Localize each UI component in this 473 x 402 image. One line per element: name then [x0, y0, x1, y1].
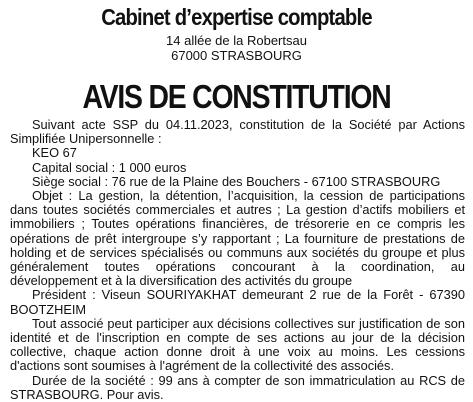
- shareholders-clause: Tout associé peut participer aux décisions collectives sur justification de son identité et de l'inscription en compte de ses actions au jour de la décision collective, chaque action donne droit à une voix au moins. Les cessions d'actions sont soumises à l'agrément de la collectivité des associés.: [10, 315, 465, 374]
- notice-body: [0, 118, 473, 402]
- company-duration: Durée de la société : 99 ans à compter de son immatriculation au RCS de STRASBOURG. Pour avis.: [10, 372, 465, 402]
- registered-office: Siège social : 76 rue de la Plaine des Bouchers - 67100 STRASBOURG: [32, 173, 441, 189]
- company-name: KEO 67: [32, 145, 77, 161]
- president: Président : Viseun SOURIYAKHAT demeurant 2 rue de la Forêt - 67390 BOOTZHEIM: [10, 287, 465, 317]
- firm-address-line-1: 14 allée de la Robertsau: [166, 33, 307, 48]
- firm-name: Cabinet d’expertise comptable: [101, 4, 372, 30]
- corporate-purpose: Objet : La gestion, la détention, l’acquisition, la cession de participations dans toutes sociétés commerciales et autres ; La gestion d’actifs mobiliers et immobiliers ; Toutes opérations financières, de trésorerie en ce compris les opérations de prêt intergroupe s’y rapportant ; La fourniture de prestations de holding et de services spécialisés ou communs aux sociétés du groupe et plus généralement toutes opérations concourant à la coordination, au développement et à la diversification des activités du groupe: [10, 188, 465, 289]
- firm-address: [0, 33, 473, 63]
- notice-title: AVIS DE CONSTITUTION: [82, 78, 391, 115]
- notice-intro: Suivant acte SSP du 04.11.2023, constitution de la Société par Actions Simplifiée Unipersonnelle :: [10, 117, 465, 147]
- share-capital: Capital social : 1 000 euros: [32, 159, 187, 175]
- firm-address-line-2: 67000 STRASBOURG: [171, 48, 302, 63]
